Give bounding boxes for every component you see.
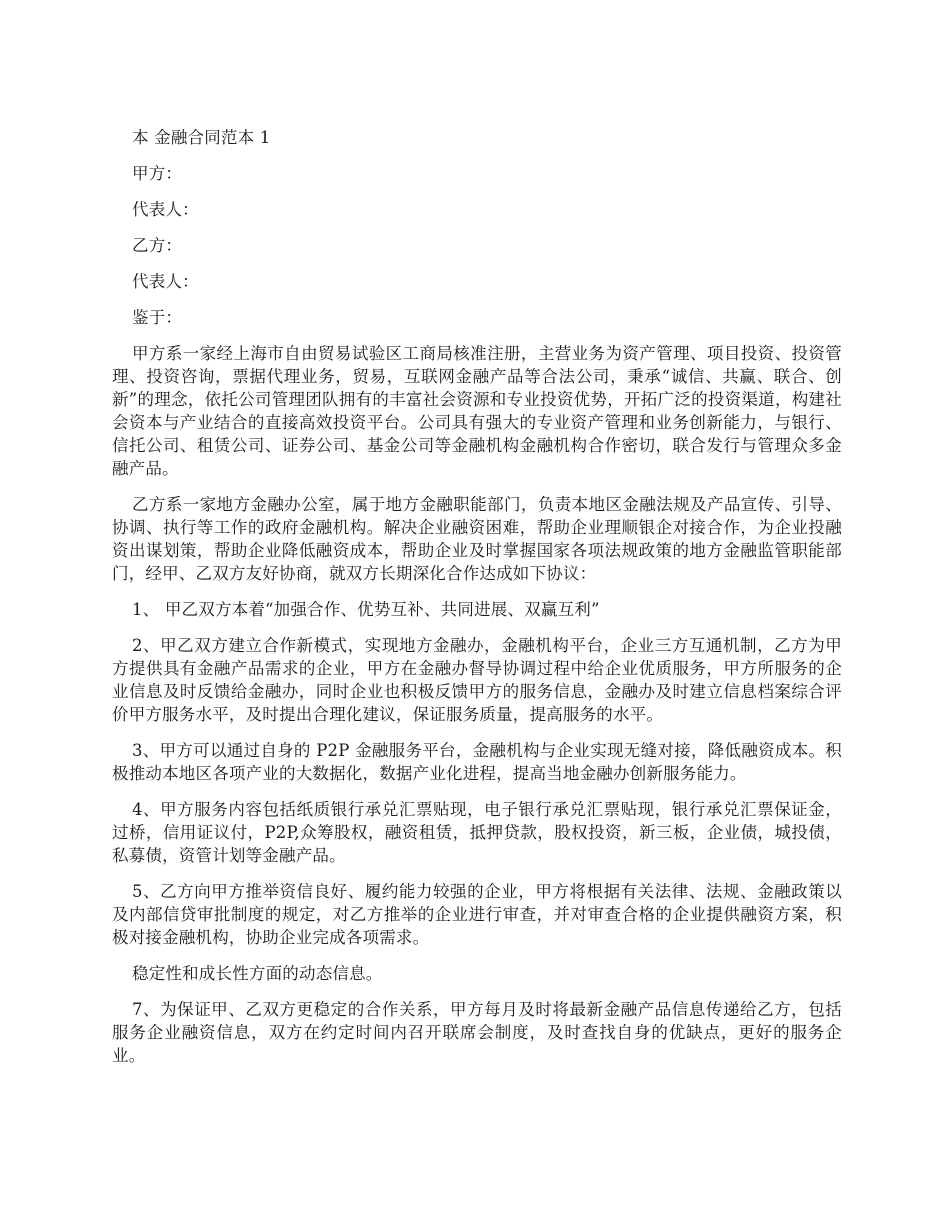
clause-2: 2、甲乙双方建立合作新模式，实现地方金融办，金融机构平台，企业三方互通机制，乙方为甲方提供具有金融产品需求的企业，甲方在金融办督导协调过程中给企业优质服务，甲方所服务的企业信息及时反馈给金融办，同时企业也积极反馈甲方的服务信息，金融办及时建立信息档案综合评价甲方服务水平，及时提出合理化建议，保证服务质量，提高服务的水平。 [112, 636, 842, 724]
party-b-intro-paragraph: 乙方系一家地方金融办公室，属于地方金融职能部门，负责本地区金融法规及产品宣传、引导、协调、执行等工作的政府金融机构。解决企业融资困难，帮助企业理顺银企对接合作，为企业投融资出谋划策，帮助企业降低融资成本，帮助企业及时掌握国家各项法规政策的地方金融监管职能部门，经甲、乙双方友好协商，就双方长期深化合作达成如下协议： [112, 495, 842, 583]
contract-body [112, 126, 842, 1080]
clause-4: 4、甲方服务内容包括纸质银行承兑汇票贴现，电子银行承兑汇票贴现，银行承兑汇票保证金，过桥，信用证议付，P2P,众筹股权，融资租赁，抵押贷款，股权投资，新三板，企业债，城投债，私募债，资管计划等金融产品。 [112, 800, 842, 865]
clause-3: 3、甲方可以通过自身的 P2P 金融服务平台，金融机构与企业实现无缝对接，降低融资成本。积极推动本地区各项产业的大数据化，数据产业化进程，提高当地金融办创新服务能力。 [112, 741, 842, 783]
clause-5: 5、乙方向甲方推举资信良好、履约能力较强的企业，甲方将根据有关法律、法规、金融政策以及内部信贷审批制度的规定，对乙方推举的企业进行审查，并对审查合格的企业提供融资方案，积极对接金融机构，协助企业完成各项需求。 [112, 882, 842, 947]
clause-fragment: 稳定性和成长性方面的动态信息。 [132, 964, 383, 983]
whereas-label: 鉴于： [132, 308, 183, 327]
representative-a-label: 代表人： [132, 200, 199, 219]
clause-1: 1、 甲乙双方本着“加强合作、优势互补、共同进展、双赢互利” [132, 600, 600, 619]
clause-7: 7、为保证甲、乙双方更稳定的合作关系，甲方每月及时将最新金融产品信息传递给乙方，包括服务企业融资信息，双方在约定时间内召开联席会制度，及时查找自身的优缺点，更好的服务企业。 [112, 1000, 842, 1065]
party-a-intro-paragraph: 甲方系一家经上海市自由贸易试验区工商局核准注册，主营业务为资产管理、项目投资、投资管理、投资咨询，票据代理业务，贸易，互联网金融产品等合法公司，秉承“诚信、共赢、联合、创新”的理念，依托公司管理团队拥有的丰富社会资源和专业投资优势，开拓广泛的投资渠道，构建社会资本与产业结合的直接高效投资平台。公司具有强大的专业资产管理和业务创新能力，与银行、信托公司、租赁公司、证券公司、基金公司等金融机构金融机构合作密切，联合发行与管理众多金融产品。 [112, 344, 842, 478]
document-title: 本 金融合同范本 1 [132, 128, 271, 147]
party-a-label: 甲方： [132, 164, 183, 183]
representative-b-label: 代表人： [132, 272, 199, 291]
party-b-label: 乙方： [132, 236, 183, 255]
